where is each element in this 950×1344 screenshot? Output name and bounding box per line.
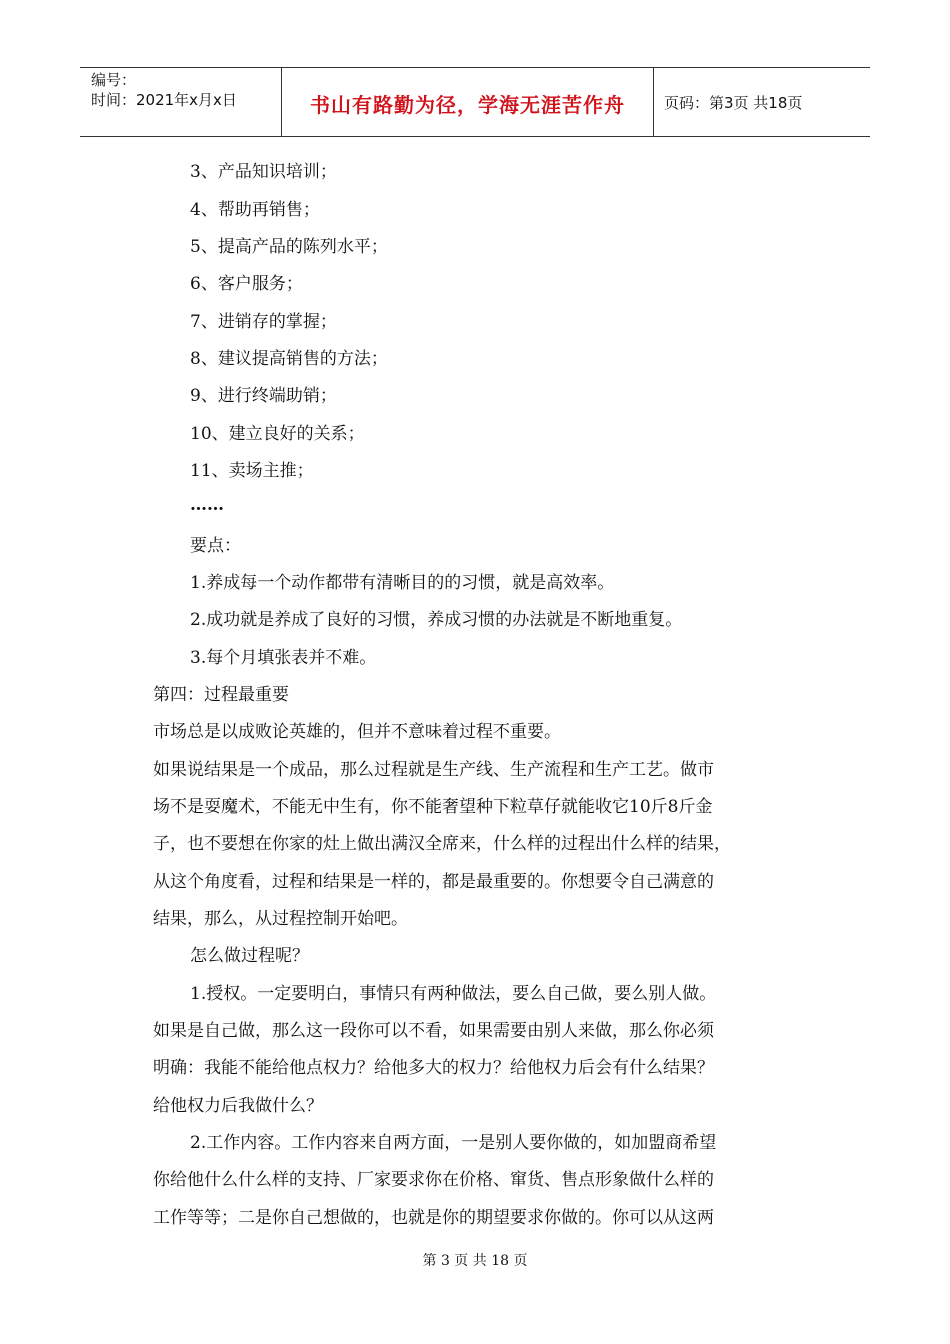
paragraph-line: 2.工作内容。工作内容来自两方面，一是别人要你做的，如加盟商希望 — [190, 1133, 717, 1153]
paragraph-line: 明确：我能不能给他点权力？给他多大的权力？给他权力后会有什么结果？ — [153, 1058, 714, 1078]
list-item: 3、产品知识培训； — [190, 162, 337, 182]
question-line: 怎么做过程呢？ — [190, 946, 309, 966]
page-label: 页码：第3页 共18页 — [664, 94, 803, 112]
paragraph-line: 如果说结果是一个成品，那么过程就是生产线、生产流程和生产工艺。做市 — [153, 760, 714, 780]
key-point: 1.养成每一个动作都带有清晰目的的习惯，就是高效率。 — [190, 573, 615, 593]
list-ellipsis: …… — [190, 495, 224, 515]
key-point: 2.成功就是养成了良好的习惯，养成习惯的办法就是不断地重复。 — [190, 610, 683, 630]
paragraph-line: 你给他什么什么样的支持、厂家要求你在价格、窜货、售点形象做什么样的 — [153, 1170, 714, 1190]
paragraph-line: 场不是耍魔术，不能无中生有，你不能奢望种下粒草仔就能收它10斤8斤金 — [153, 797, 713, 817]
page-footer: 第 3 页 共 18 页 — [422, 1253, 528, 1269]
list-item: 11、卖场主推； — [190, 461, 314, 481]
list-item: 9、进行终端助销； — [190, 386, 337, 406]
paragraph-line: 1.授权。一定要明白，事情只有两种做法，要么自己做，要么别人做。 — [190, 984, 717, 1004]
number-label: 编号： — [91, 71, 137, 89]
header-page-cell — [654, 68, 870, 136]
paragraph-line: 市场总是以成败论英雄的，但并不意味着过程不重要。 — [153, 722, 561, 742]
list-item: 4、帮助再销售； — [190, 200, 320, 220]
paragraph-line: 结果，那么，从过程控制开始吧。 — [153, 909, 408, 929]
header-slogan-cell — [282, 68, 654, 136]
section-title: 第四：过程最重要 — [153, 685, 289, 705]
list-item: 8、建议提高销售的方法； — [190, 349, 388, 369]
key-point: 3.每个月填张表并不难。 — [190, 648, 377, 668]
slogan: 书山有路勤为径，学海无涯苦作舟 — [310, 93, 625, 117]
paragraph-line: 从这个角度看，过程和结果是一样的，都是最重要的。你想要令自己满意的 — [153, 872, 714, 892]
list-item: 10、建立良好的关系； — [190, 424, 365, 444]
list-item: 6、客户服务； — [190, 274, 303, 294]
header-meta-cell — [80, 68, 282, 136]
list-item: 5、提高产品的陈列水平； — [190, 237, 388, 257]
list-item: 7、进销存的掌握； — [190, 312, 337, 332]
paragraph-line: 如果是自己做，那么这一段你可以不看，如果需要由别人来做，那么你必须 — [153, 1021, 714, 1041]
page-header — [80, 67, 870, 137]
paragraph-line: 给他权力后我做什么？ — [153, 1096, 323, 1116]
date-label: 时间：2021年x月x日 — [91, 91, 237, 109]
paragraph-line: 子，也不要想在你家的灶上做出满汉全席来，什么样的过程出什么样的结果， — [153, 834, 731, 854]
paragraph-line: 工作等等；二是你自己想做的，也就是你的期望要求你做的。你可以从这两 — [153, 1208, 714, 1228]
key-points-title: 要点： — [190, 536, 241, 556]
